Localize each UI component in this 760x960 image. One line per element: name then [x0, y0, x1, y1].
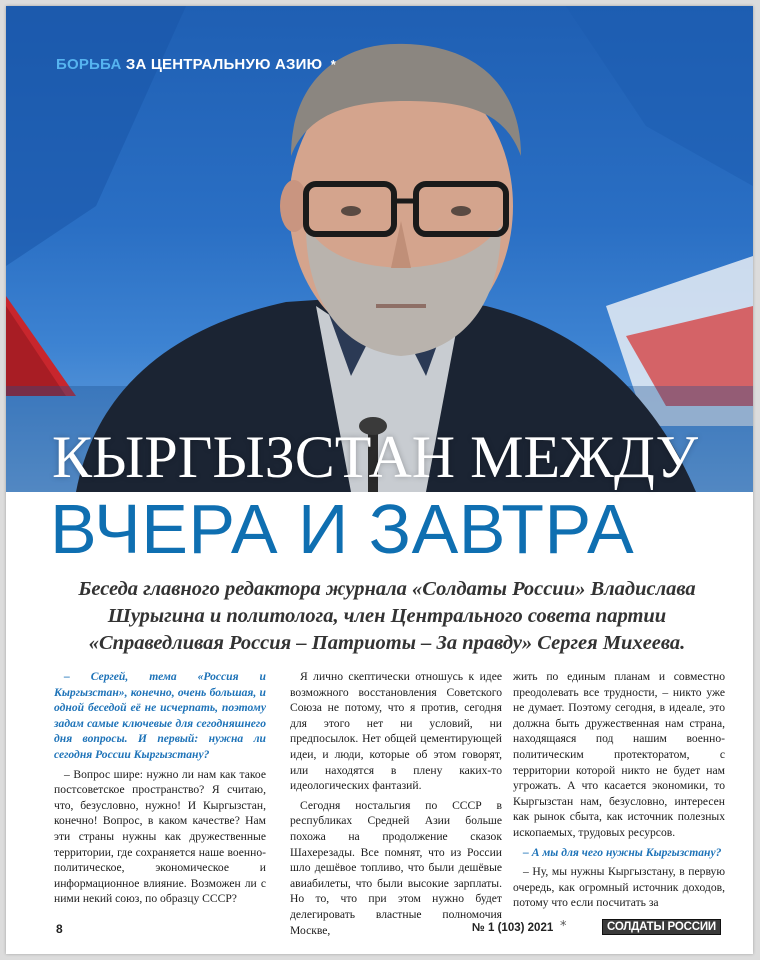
magazine-page [6, 6, 753, 954]
text-column-1 [54, 669, 266, 907]
headline-line-1: КЫРГЫЗСТАН МЕЖДУ [52, 424, 699, 490]
interview-question: – Сергей, тема «Россия и Кыргызстан», конечно, очень большая, и одной беседой её не исчерпать, поэтому задам самые ключевые для сегодняшнего дня вопросы. И первый: нужна ли сегодня России Кыргызстану? [54, 670, 266, 761]
section-tag-rubric: БОРЬБА [56, 56, 122, 73]
interview-answer: – Вопрос шире: нужно ли нам как такое постсоветское пространство? Я считаю, что, безусловно, нужно! И Кыргызстан, конечно! Вопрос, в каком качестве? Нам эти страны нужны как дружественные территории, где сохраняется наше военно-политическое, экономическое и информационное влияние. Возможен ли с ними некий союз, по образцу СССР? [54, 767, 266, 906]
portrait-illustration [6, 6, 753, 492]
star-icon: * [560, 919, 567, 934]
hero-photo [6, 6, 753, 492]
headline-line-2: ВЧЕРА И ЗАВТРА [50, 490, 635, 568]
interview-answer: Я лично скептически отношусь к идее возможного восстановления Советского Союза не потому, что я против, сегодня для этого нет ни условий, ни предпосылок. Нет общей цементирующей идеи, и люди, которые об этом говорят, или находятся в плену каких-то идеологических фантазий. [290, 670, 502, 793]
page-number: 8 [56, 922, 63, 936]
interview-question: – А мы для чего нужны Кыргызстану? [523, 845, 722, 859]
issue-number: № 1 (103) 2021 [472, 922, 554, 934]
section-tag-topic: ЗА ЦЕНТРАЛЬНУЮ АЗИЮ [125, 56, 323, 73]
section-tag [56, 56, 336, 73]
star-icon: * [330, 57, 336, 72]
text-column-3 [513, 669, 725, 911]
interview-answer: – Ну, мы нужны Кыргызстану, в первую очередь, как огромный источник доходов, потому что если посчитать за [513, 865, 725, 910]
text-column-2 [290, 669, 502, 938]
interview-answer: Сегодня ностальгия по СССР в республиках Средней Азии больше похожа на продолжение сказок Шахерезады. Все помнят, что из России шло дешёвое топливо, что были дешёвые авиабилеты, что были высокие зарплаты. Но то, что при этом нужно будет делегировать властные полномочия Москве, [290, 798, 502, 937]
lead-paragraph: Беседа главного редактора журнала «Солдаты России» Владислава Шурыгина и политолога, член Центрального совета партии «Справедливая Россия – Патриоты – За правду» Сергея Михеева. [78, 578, 696, 654]
interview-answer: жить по единым планам и совместно преодолевать все трудности, – никто уже не думает. Поэтому сегодня, в идеале, это должна быть дружественная нам страна, находящаяся под нашим военно-политическим протекторатом, с территории которой никто не будет нам угрожать. А что касается экономики, то Кыргызстан нам, безусловно, интересен как рынок сбыта, как источник полезных ископаемых, трудовых ресурсов. [513, 670, 725, 839]
magazine-logo: СОЛДАТЫ РОССИИ [602, 919, 721, 935]
